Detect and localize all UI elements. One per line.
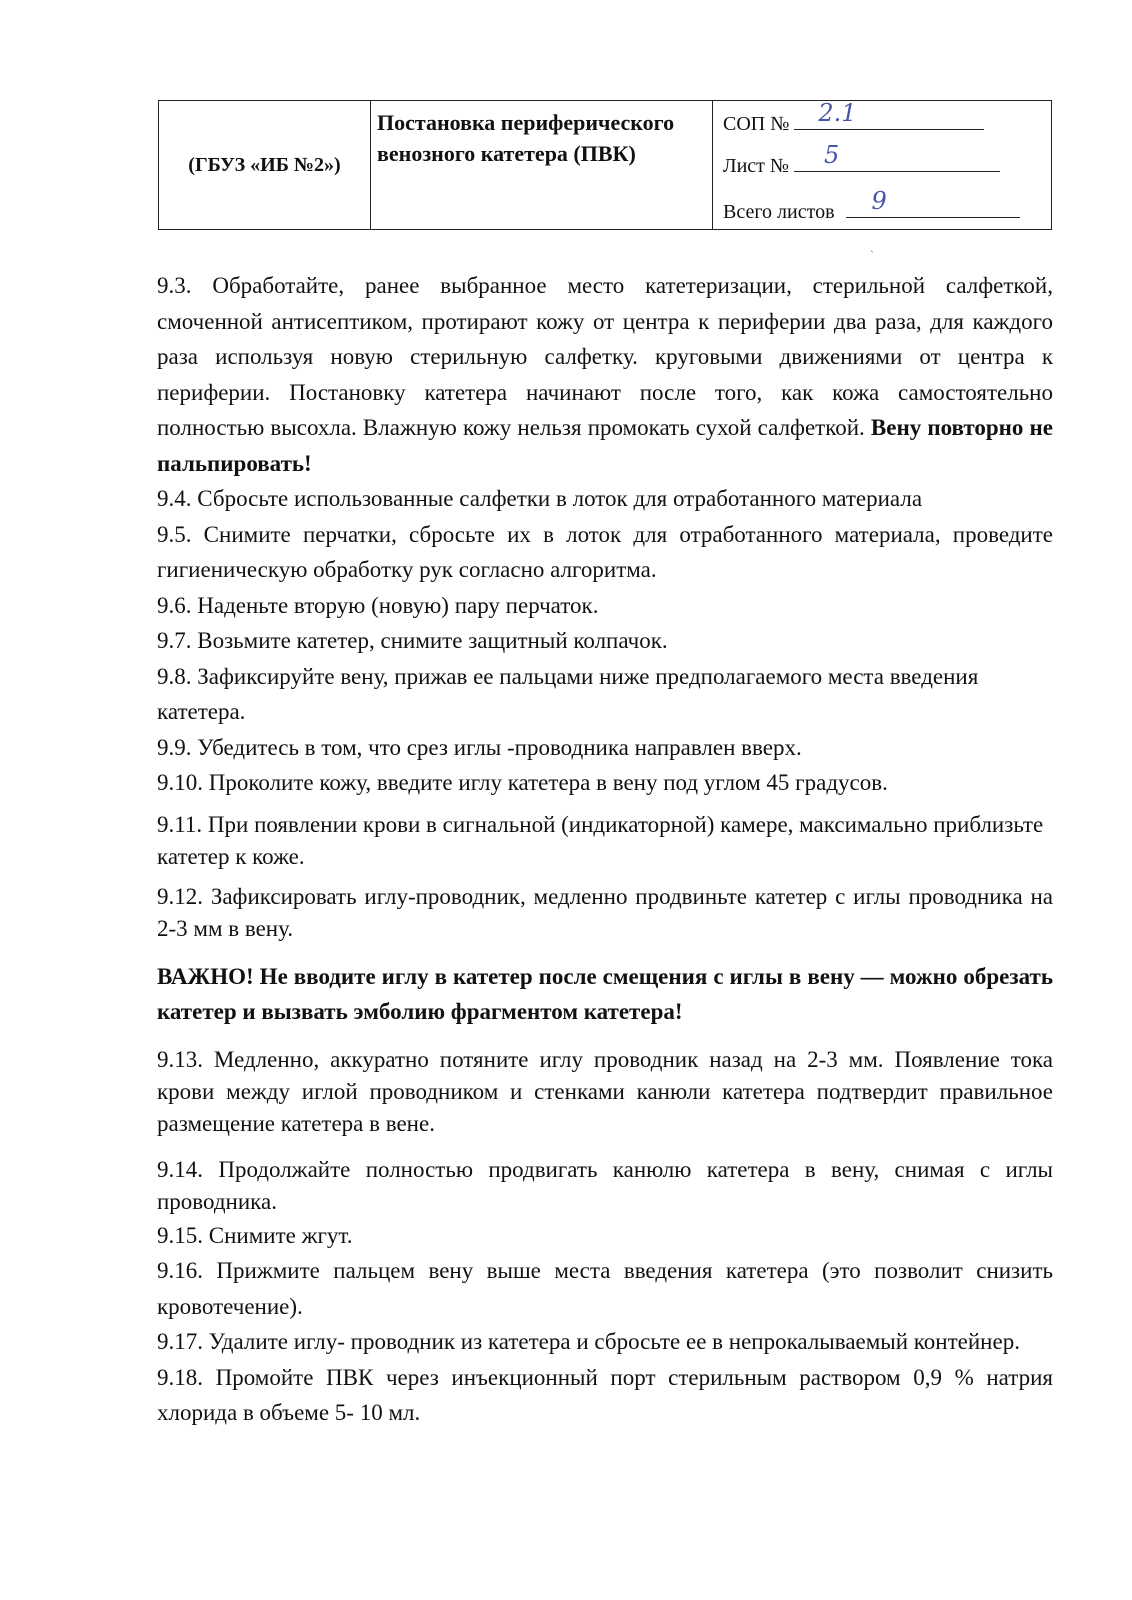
paragraph-9-4 [157, 481, 1053, 517]
paragraph-9-18 [157, 1360, 1053, 1431]
paragraph-text: 9.16. Прижмите пальцем вену выше места введения катетера (это позволит снизить кровотечение). [157, 1258, 1053, 1319]
sop-label: СОП № [723, 113, 790, 135]
warning-text: ВАЖНО! Не вводите иглу в катетер после смещения с иглы в вену — можно обрезать катетер и вызвать эмболию фрагментом катетера! [157, 963, 1053, 1024]
paragraph-9-6 [157, 588, 1053, 624]
paragraph-9-12 [157, 881, 1053, 945]
paragraph-9-5 [157, 517, 1053, 588]
sheet-value: 5 [823, 141, 840, 169]
total-sheets-field [723, 187, 1020, 224]
org-cell [159, 101, 371, 229]
paragraph-text: 9.5. Снимите перчатки, сбросьте их в лоток для отработанного материала, проведите гигиеническую обработку рук согласно алгоритма. [157, 521, 1053, 582]
sop-cell [713, 101, 1051, 229]
sop-number-field [723, 99, 984, 136]
paragraph-text: 9.15. Снимите жгут. [157, 1222, 353, 1248]
paragraph-text: 9.8. Зафиксируйте вену, прижав ее пальцами ниже предполагаемого места введения катетера. [157, 663, 979, 724]
paragraph-9-14 [157, 1154, 1053, 1218]
paragraph-9-17 [157, 1324, 1053, 1360]
header-table [158, 100, 1052, 230]
paragraph-9-16 [157, 1253, 1053, 1324]
scan-speck: ˋ [870, 248, 874, 262]
total-value-line [846, 187, 1020, 218]
paragraph-text: 9.18. Промойте ПВК через инъекционный порт стерильным раствором 0,9 % натрия хлорида в объеме 5- 10 мл. [157, 1364, 1053, 1425]
paragraph-text: 9.4. Сбросьте использованные салфетки в лоток для отработанного материала [157, 486, 923, 511]
total-value: 9 [871, 187, 887, 215]
paragraph-text: 9.10. Проколите кожу, введите иглу катетера в вену под углом 45 градусов. [157, 770, 888, 795]
paragraph-9-9 [157, 730, 1053, 766]
document-title: Постановка периферического венозного катетера (ПВК) [377, 110, 675, 166]
paragraph-9-13 [157, 1044, 1053, 1140]
sop-value: 2.1 [818, 99, 857, 127]
sheet-number-field [723, 141, 1000, 178]
paragraph-text: 9.6. Наденьте вторую (новую) пару перчаток. [157, 592, 599, 618]
paragraph-bold-note: Вену повторно не пальпировать! [157, 415, 1053, 476]
paragraph-9-8 [157, 659, 1053, 730]
sop-value-line [794, 99, 984, 130]
total-label: Всего листов [723, 201, 835, 223]
important-warning [157, 959, 1053, 1030]
paragraph-text: 9.13. Медленно, аккуратно потяните иглу проводник назад на 2-3 мм. Появление тока крови между иглой проводником и стенками канюли катетера подтвердит правильное размещение катетера в вене. [157, 1046, 1053, 1136]
paragraph-text: 9.9. Убедитесь в том, что срез иглы -проводника направлен вверх. [157, 734, 802, 760]
title-cell [371, 101, 713, 229]
paragraph-text: 9.3. Обработайте, ранее выбранное место катетеризации, стерильной салфеткой, смоченной антисептиком, протирают кожу от центра к периферии два раза, для каждого раза используя новую стерильную салфетку. круговыми движениями от центра к периферии. Постановку катетера начинают после того, как кожа самостоятельно полностью высохла. Влажную кожу нельзя промокать сухой салфеткой. [157, 273, 1053, 440]
instructions-body [157, 268, 1053, 1431]
paragraph-9-11 [157, 809, 1053, 873]
paragraph-text: 9.17. Удалите иглу- проводник из катетера и сбросьте ее в непрокалываемый контейнер. [157, 1329, 1020, 1354]
sheet-label: Лист № [723, 155, 789, 177]
paragraph-9-15 [157, 1218, 1053, 1254]
paragraph-9-3 [157, 268, 1053, 481]
paragraph-text: 9.11. При появлении крови в сигнальной (индикаторной) камере, максимально приблизьте катетер к коже. [157, 811, 1044, 869]
paragraph-9-10 [157, 765, 1053, 801]
paragraph-text: 9.12. Зафиксировать иглу-проводник, медленно продвиньте катетер с иглы проводника на 2-3 мм в вену. [157, 883, 1053, 941]
org-name: (ГБУЗ «ИБ №2») [188, 153, 341, 176]
sheet-value-line [794, 141, 1000, 172]
paragraph-text: 9.7. Возьмите катетер, снимите защитный колпачок. [157, 628, 668, 653]
paragraph-9-7 [157, 623, 1053, 659]
paragraph-text: 9.14. Продолжайте полностью продвигать канюлю катетера в вену, снимая с иглы проводника. [157, 1156, 1053, 1214]
